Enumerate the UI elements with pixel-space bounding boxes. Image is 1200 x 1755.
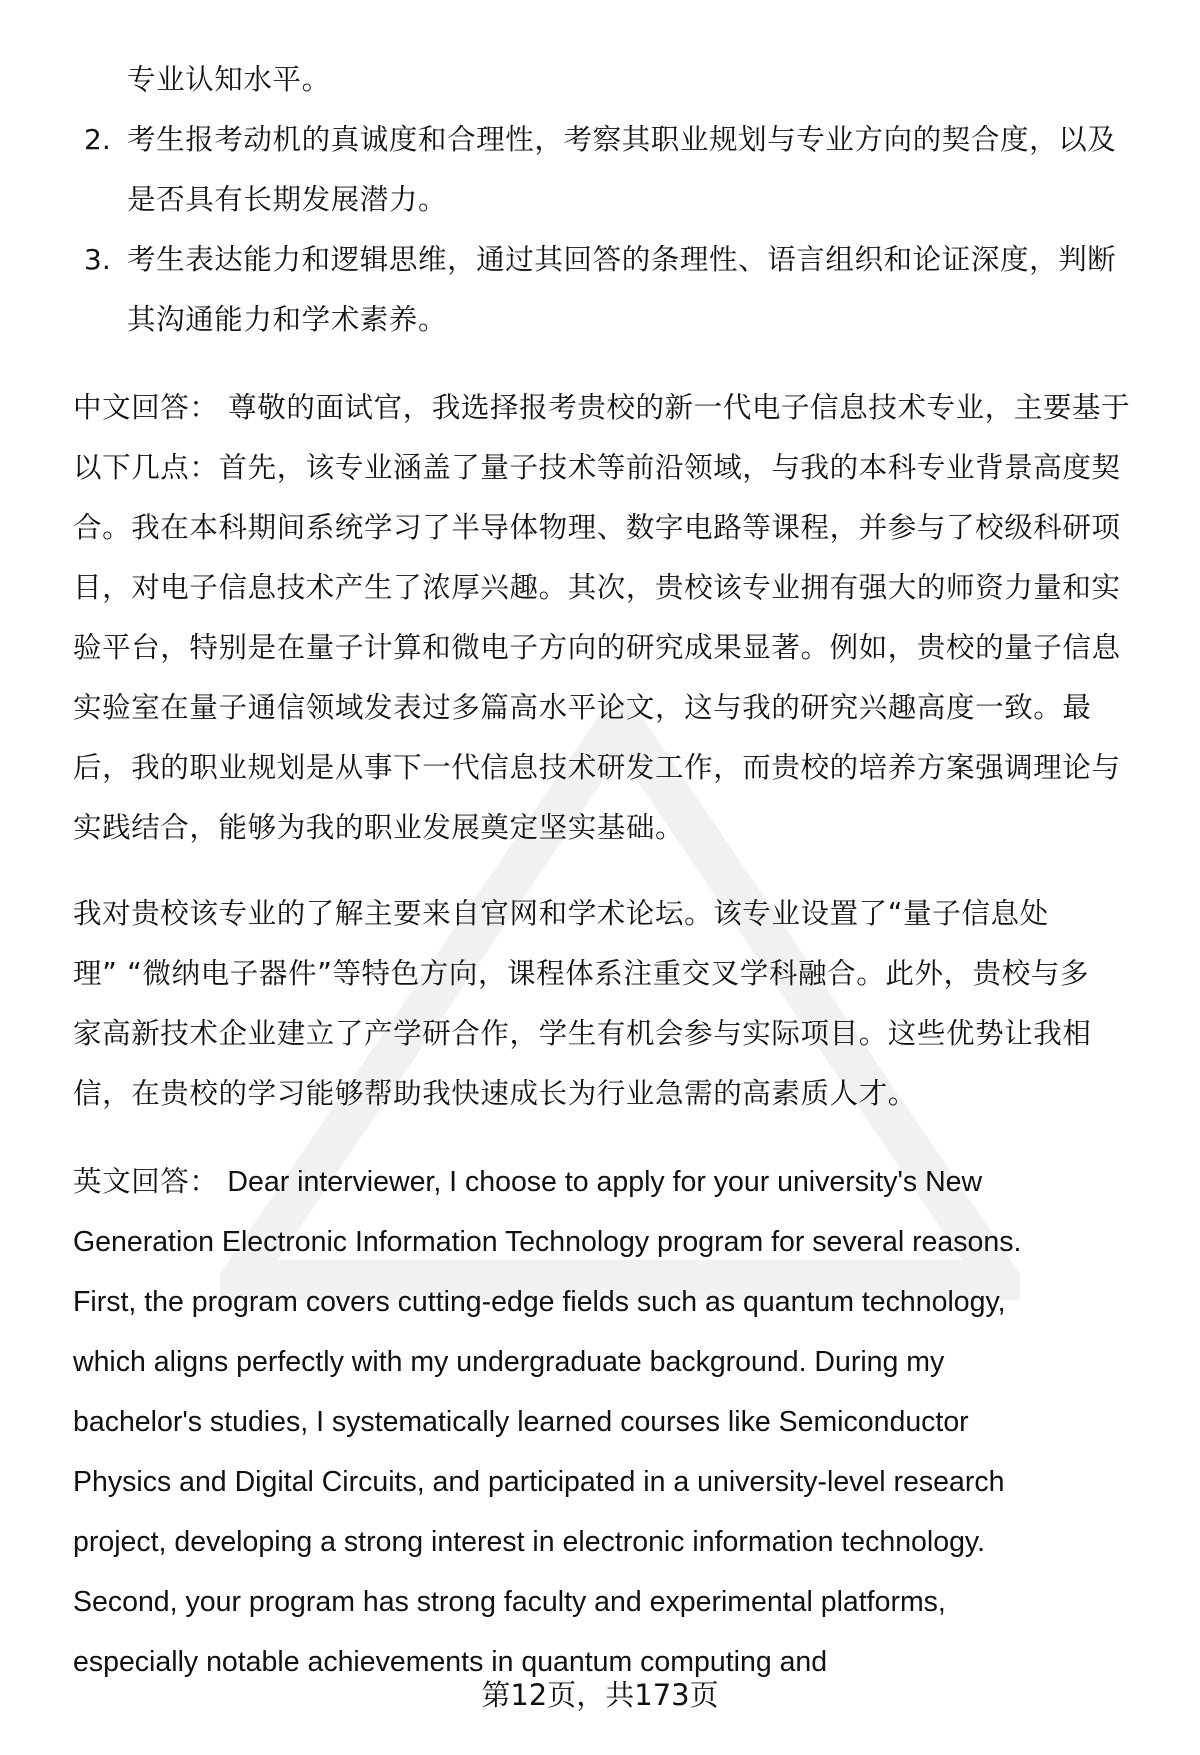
page-number-footer: 第12页，共173页: [481, 1678, 719, 1712]
paragraph-line: 中文回答： 尊敬的面试官，我选择报考贵校的新一代电子信息技术专业，主要基于: [73, 391, 1131, 424]
paragraph-line: Physics and Digital Circuits, and participated in a university-level research: [73, 1466, 1005, 1498]
paragraph-line: project, developing a strong interest in electronic information technology.: [73, 1526, 985, 1558]
paragraph-line: 验平台，特别是在量子计算和微电子方向的研究成果显著。例如，贵校的量子信息: [73, 631, 1121, 664]
paragraph-text: Dear interviewer, I choose to apply for your university's New: [227, 1166, 983, 1198]
paragraph-line: which aligns perfectly with my undergraduate background. During my: [73, 1346, 945, 1378]
paragraph-line: 理” “微纳电子器件”等特色方向，课程体系注重交叉学科融合。此外，贵校与多: [73, 957, 1090, 990]
list-item-1-continuation: 专业认知水平。: [127, 63, 331, 96]
paragraph-line: 我对贵校该专业的了解主要来自官网和学术论坛。该专业设置了“量子信息处: [73, 897, 1049, 930]
paragraph-line: 实验室在量子通信领域发表过多篇高水平论文，这与我的研究兴趣高度一致。最: [73, 691, 1092, 724]
paragraph-line: 后，我的职业规划是从事下一代信息技术研发工作，而贵校的培养方案强调理论与: [73, 751, 1121, 784]
paragraph-line: bachelor's studies, I systematically learned courses like Semiconductor: [73, 1406, 969, 1438]
paragraph-line: especially notable achievements in quantum computing and: [73, 1646, 828, 1678]
list-item-line: 考生报考动机的真诚度和合理性，考察其职业规划与专业方向的契合度，以及: [127, 123, 1117, 156]
paragraph-line: Generation Electronic Information Technology program for several reasons.: [73, 1226, 1022, 1258]
list-item-line: 考生表达能力和逻辑思维，通过其回答的条理性、语言组织和论证深度，判断: [127, 243, 1117, 276]
paragraph-line: 家高新技术企业建立了产学研合作，学生有机会参与实际项目。这些优势让我相: [73, 1017, 1092, 1050]
list-number: 2.: [84, 123, 111, 156]
paragraph-line: 合。我在本科期间系统学习了半导体物理、数字电路等课程，并参与了校级科研项: [73, 511, 1121, 544]
paragraph-line: 目，对电子信息技术产生了浓厚兴趣。其次，贵校该专业拥有强大的师资力量和实: [73, 571, 1121, 604]
paragraph-line: 实践结合，能够为我的职业发展奠定坚实基础。: [73, 811, 685, 844]
list-item-line: 其沟通能力和学术素养。: [127, 303, 448, 336]
paragraph-line: Second, your program has strong faculty and experimental platforms,: [73, 1586, 946, 1618]
paragraph-line: 以下几点：首先，该专业涵盖了量子技术等前沿领域，与我的本科专业背景高度契: [73, 451, 1121, 484]
list-item-line: 是否具有长期发展潜力。: [127, 183, 448, 216]
list-number: 3.: [84, 243, 111, 276]
paragraph-line: First, the program covers cutting-edge fields such as quantum technology,: [73, 1286, 1006, 1318]
english-answer-label: 英文回答：: [73, 1165, 219, 1198]
paragraph-line: 信，在贵校的学习能够帮助我快速成长为行业急需的高素质人才。: [73, 1077, 917, 1110]
paragraph-line: [73, 1152, 982, 1212]
